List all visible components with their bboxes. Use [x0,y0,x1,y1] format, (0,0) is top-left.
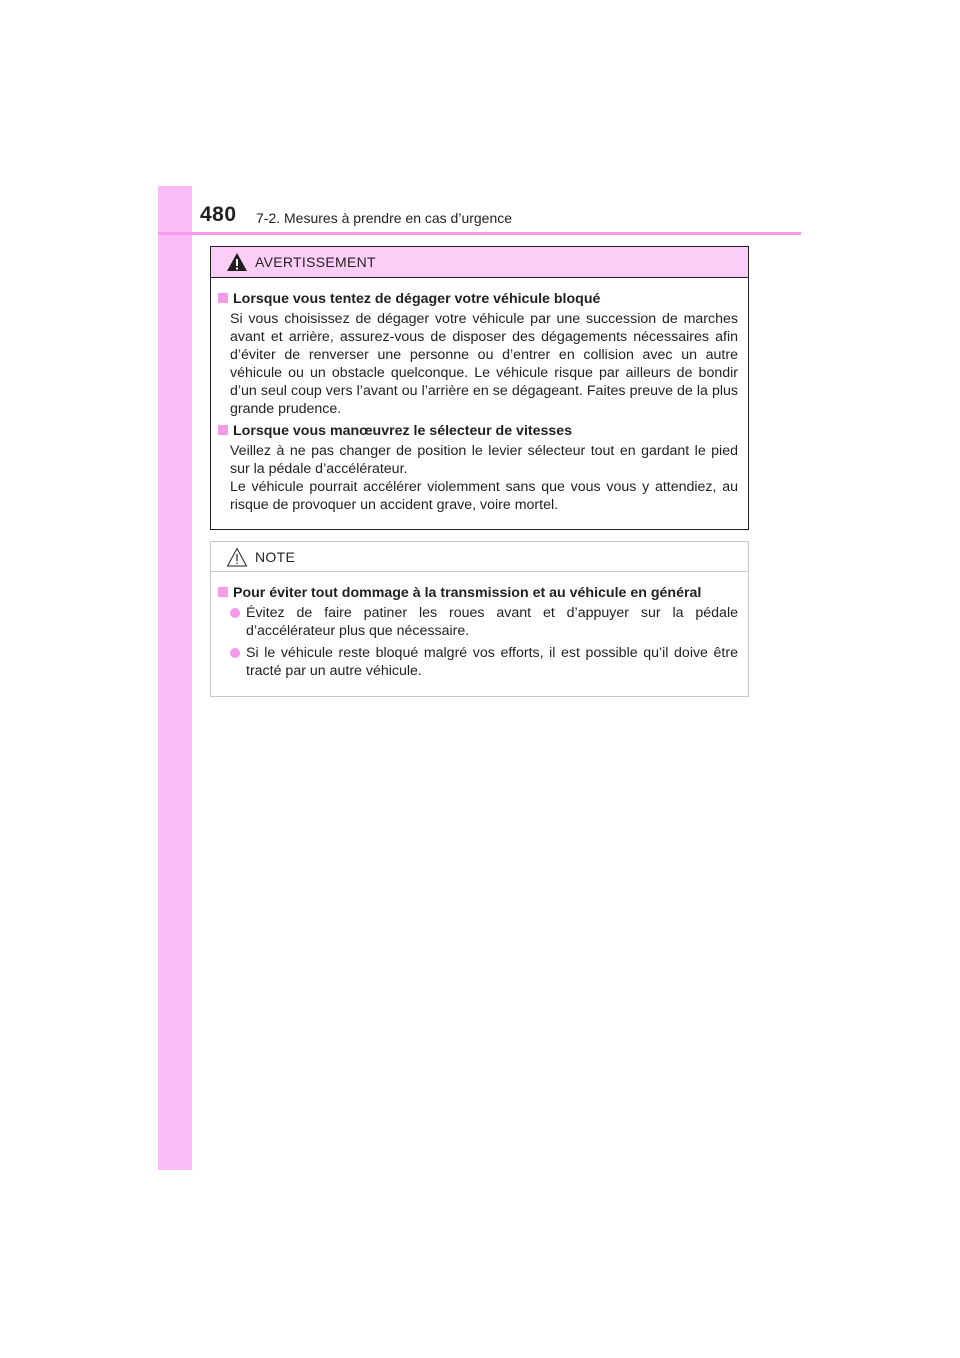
list-item [218,644,738,680]
note-content [211,572,748,680]
heading-text: Lorsque vous manœuvrez le sélecteur de vitesses [233,423,573,439]
square-bullet-icon [218,425,228,435]
note-box [210,541,749,697]
heading-text: Lorsque vous tentez de dégager votre véhicule bloqué [233,291,601,307]
section-title: 7-2. Mesures à prendre en cas d’urgence [256,210,513,226]
note-heading [218,584,738,602]
warning-box [210,246,749,530]
warning-heading-1 [218,290,738,308]
list-item [218,604,738,640]
square-bullet-icon [218,587,228,597]
side-color-strip [158,186,192,1170]
warning-paragraph: Le véhicule pourrait accélérer violemment sans que vous vous y attendiez, au risque de provoquer un accident grave, voire mortel. [230,479,738,513]
bullet-text: Évitez de faire patiner les roues avant et d’appuyer sur la pédale d’accélérateur plus que nécessaire. [246,605,738,639]
warning-content [211,278,748,514]
warning-triangle-icon [226,252,248,272]
caution-triangle-icon [226,547,248,567]
circle-bullet-icon [230,608,240,618]
warning-paragraph: Si vous choisissez de dégager votre véhicule par une succession de marches avant et arrière, assurez-vous de disposer des dégagements nécessaires afin d’éviter de renverser une personne ou d’entrer en collision avec un autre véhicule ou un obstacle quelconque. Le véhicule risque par ailleurs de bondir d’un seul coup vers l’avant ou l’arrière en se dégageant. Faites preuve de la plus grande prudence. [230,311,738,417]
square-bullet-icon [218,293,228,303]
warning-heading-2 [218,422,738,440]
warning-paragraph: Veillez à ne pas changer de position le levier sélecteur tout en gardant le pied sur la pédale d’accélérateur. [230,443,738,477]
bullet-text: Si le véhicule reste bloqué malgré vos efforts, il est possible qu’il doive être tracté par un autre véhicule. [246,645,738,679]
header-rule [158,232,801,235]
page-number: 480 [200,203,237,226]
warning-header [211,247,748,278]
heading-text: Pour éviter tout dommage à la transmission et au véhicule en général [233,585,702,601]
circle-bullet-icon [230,648,240,658]
note-label: NOTE [255,549,296,565]
warning-label: AVERTISSEMENT [255,254,376,270]
note-header [211,542,748,572]
